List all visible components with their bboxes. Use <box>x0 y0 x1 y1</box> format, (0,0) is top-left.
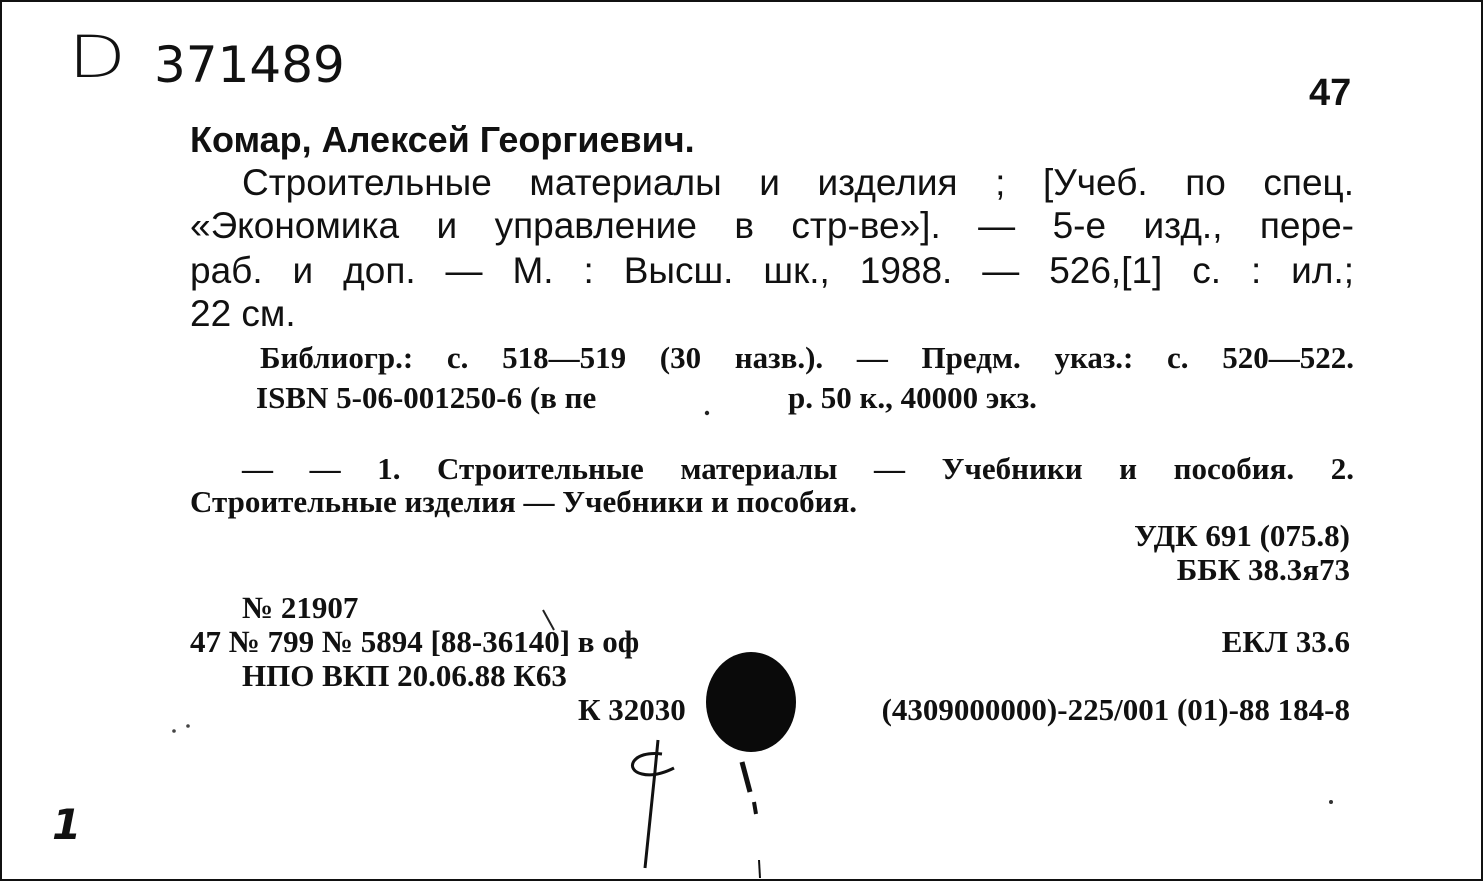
subject-line-1: — — 1. Строительные материалы — Учебники и пособия. 2. <box>242 451 1354 486</box>
corner-mark: 1 <box>52 800 82 849</box>
code-left: К 32030 <box>578 692 686 727</box>
bibliography-note: Библиогр.: с. 518—519 (30 назв.). — Предм. указ.: с. 520—522. <box>260 340 1354 375</box>
subject-line-2: Строительные изделия — Учебники и пособия. <box>190 484 858 519</box>
handwritten-scribble <box>2 2 1483 881</box>
call-number: 47 <box>1309 72 1352 114</box>
code-right: (4309000000)-225/001 (01)-88 184-8 <box>881 692 1350 727</box>
udk-code: УДК 691 (075.8) <box>1134 518 1350 553</box>
ekl-code: ЕКЛ 33.6 <box>1221 624 1350 659</box>
title-line-4: 22 см. <box>190 293 296 334</box>
title-line-2: «Экономика и управление в стр-ве»]. — 5-е изд., пере- <box>190 205 1354 246</box>
bbk-code: ББК 38.3я73 <box>1176 552 1350 587</box>
title-line-3: раб. и доп. — М. : Высш. шк., 1988. — 526,[1] с. : ил.; <box>190 250 1354 291</box>
author-heading: Комар, Алексей Георгиевич. <box>190 119 695 160</box>
print-line-1: 47 № 799 № 5894 [88-36140] в оф <box>190 624 640 659</box>
inventory-number: 371489 <box>154 36 345 94</box>
isbn-note: ISBN 5-06-001250-6 (в пе <box>256 380 597 415</box>
print-line-2: НПО ВКП 20.06.88 К63 <box>242 658 567 693</box>
stamp-letter: D <box>68 23 127 91</box>
title-line-1: Строительные материалы и изделия ; [Учеб. по спец. <box>242 162 1354 203</box>
price-note: р. 50 к., 40000 экз. <box>788 380 1037 415</box>
order-number: № 21907 <box>242 590 359 625</box>
